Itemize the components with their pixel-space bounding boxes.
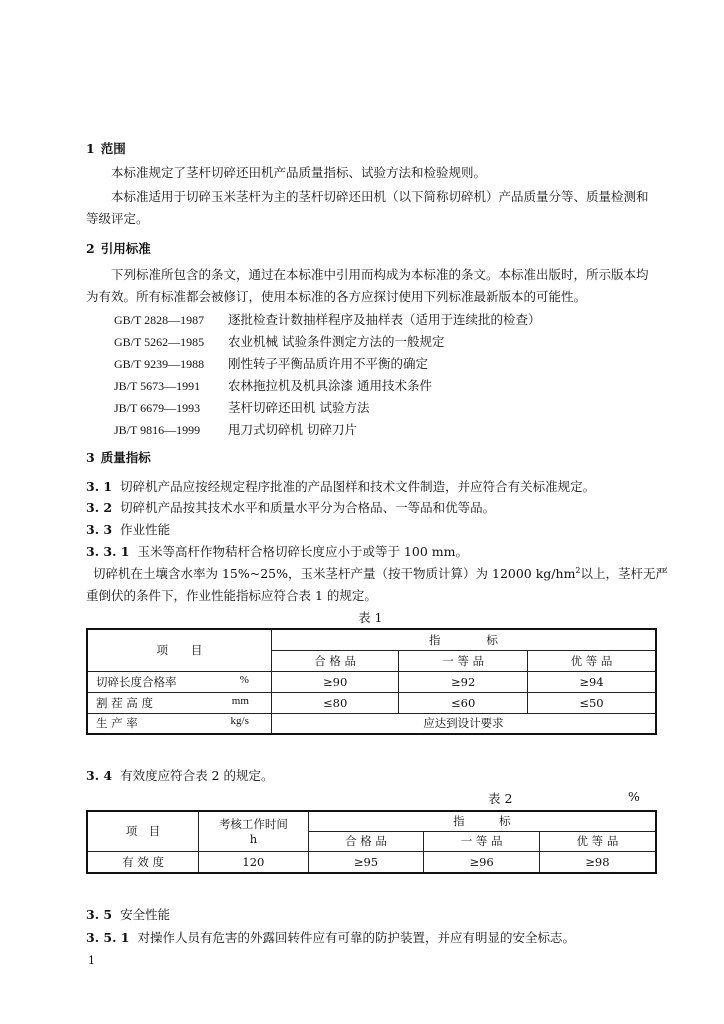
table-2 (86, 810, 657, 874)
table-row (87, 671, 656, 692)
row-label: 有 效 度 (87, 851, 199, 873)
table-cell: ≥96 (424, 851, 540, 873)
table-cell: ≥92 (399, 671, 528, 692)
row-label: 割 茬 高 度 mm (87, 692, 271, 713)
grade-header: 一 等 品 (399, 650, 528, 671)
table-cell: ≤60 (399, 692, 528, 713)
section-1-heading: 1 范围 (86, 141, 126, 156)
clause-3-3: 3. 3 作业性能 (86, 522, 171, 537)
table-row (87, 692, 656, 713)
table-1-item-header: 项 目 (87, 629, 271, 671)
ref-standard: GB/T 9239—1988 刚性转子平衡品质许用不平衡的确定 (114, 356, 429, 371)
grade-header: 一 等 品 (424, 831, 540, 851)
page-number: 1 (88, 954, 95, 967)
ref-standard: JB/T 9816—1999 甩刀式切碎机 切碎刀片 (114, 422, 357, 437)
ref-standard: GB/T 5262—1985 农业机械 试验条件测定方法的一般规定 (114, 334, 445, 349)
table-1-index-header: 指 标 (271, 629, 656, 650)
row-label: 生 产 率 kg/s (87, 713, 271, 734)
table-2-item-header: 项 目 (87, 811, 199, 851)
table-1-caption: 表 1 (358, 610, 383, 625)
ref-standard: JB/T 5673—1991 农林拖拉机及机具涂漆 通用技术条件 (114, 378, 432, 393)
condition-text-line-1: 切碎机在土壤含水率为 15%~25%，玉米茎杆产量（按干物质计算）为 12000 $kg/hm^2$以上，茎杆无严 (93, 565, 669, 581)
table-cell-merged: 应达到设计要求 (271, 713, 656, 734)
clause-3-5-1: 3. 5. 1 对操作人员有危害的外露回转件应有可靠的防护装置，并应有明显的安全标志。 (86, 930, 575, 945)
row-label: 切碎长度合格率 % (87, 671, 271, 692)
grade-header: 合 格 品 (308, 831, 424, 851)
clause-3-3-1: 3. 3. 1 玉米等高杆作物秸杆合格切碎长度应小于或等于 100 mm。 (86, 544, 468, 559)
table-2-caption: 表 2 (488, 791, 513, 806)
clause-3-5: 3. 5 安全性能 (86, 907, 171, 922)
section-2-heading: 2 引用标准 (86, 241, 151, 256)
condition-text-line-2: 重倒伏的条件下，作业性能指标应符合表 1 的规定。 (86, 588, 377, 603)
table-cell: 120 (199, 851, 309, 873)
table-cell: ≤80 (271, 692, 399, 713)
grade-header: 合 格 品 (271, 650, 399, 671)
table-cell: ≤50 (527, 692, 656, 713)
section-2-para-1: 下列标准所包含的条文，通过在本标准中引用而构成为本标准的条文。本标准出版时，所示版本均为有效。所有标准都会被修订，使用本标准的各方应探讨使用下列标准最新版本的可能性。 (86, 267, 649, 304)
table-row (87, 713, 656, 734)
section-3-heading: 3 质量指标 (86, 450, 151, 465)
clause-3-1: 3. 1 切碎机产品应按经规定程序批准的产品图样和技术文件制造，并应符合有关标准规定。 (86, 479, 596, 494)
grade-header: 优 等 品 (527, 650, 656, 671)
table-cell: ≥90 (271, 671, 399, 692)
table-2-time-header: 考核工作时间 h (199, 811, 309, 851)
clause-3-2: 3. 2 切碎机产品按其技术水平和质量水平分为合格品、一等品和优等品。 (86, 500, 496, 515)
clause-3-4: 3. 4 有效度应符合表 2 的规定。 (86, 768, 274, 783)
table-cell: ≥98 (539, 851, 656, 873)
table-cell: ≥94 (527, 671, 656, 692)
grade-header: 优 等 品 (539, 831, 656, 851)
table-row (87, 851, 656, 873)
table-1 (86, 628, 657, 735)
ref-standard: JB/T 6679—1993 茎杆切碎还田机 试验方法 (114, 400, 370, 415)
table-2-unit: % (628, 789, 640, 804)
ref-standard: GB/T 2828—1987 逐批检查计数抽样程序及抽样表（适用于连续批的检查） (114, 312, 541, 327)
table-cell: ≥95 (308, 851, 424, 873)
table-2-index-header: 指 标 (308, 811, 656, 831)
section-1-para-2: 本标准适用于切碎玉米茎杆为主的茎杆切碎还田机（以下简称切碎机）产品质量分等、质量检测和等级评定。 (86, 189, 649, 226)
section-1-para-1: 本标准规定了茎杆切碎还田机产品质量指标、试验方法和检验规则。 (111, 165, 487, 180)
